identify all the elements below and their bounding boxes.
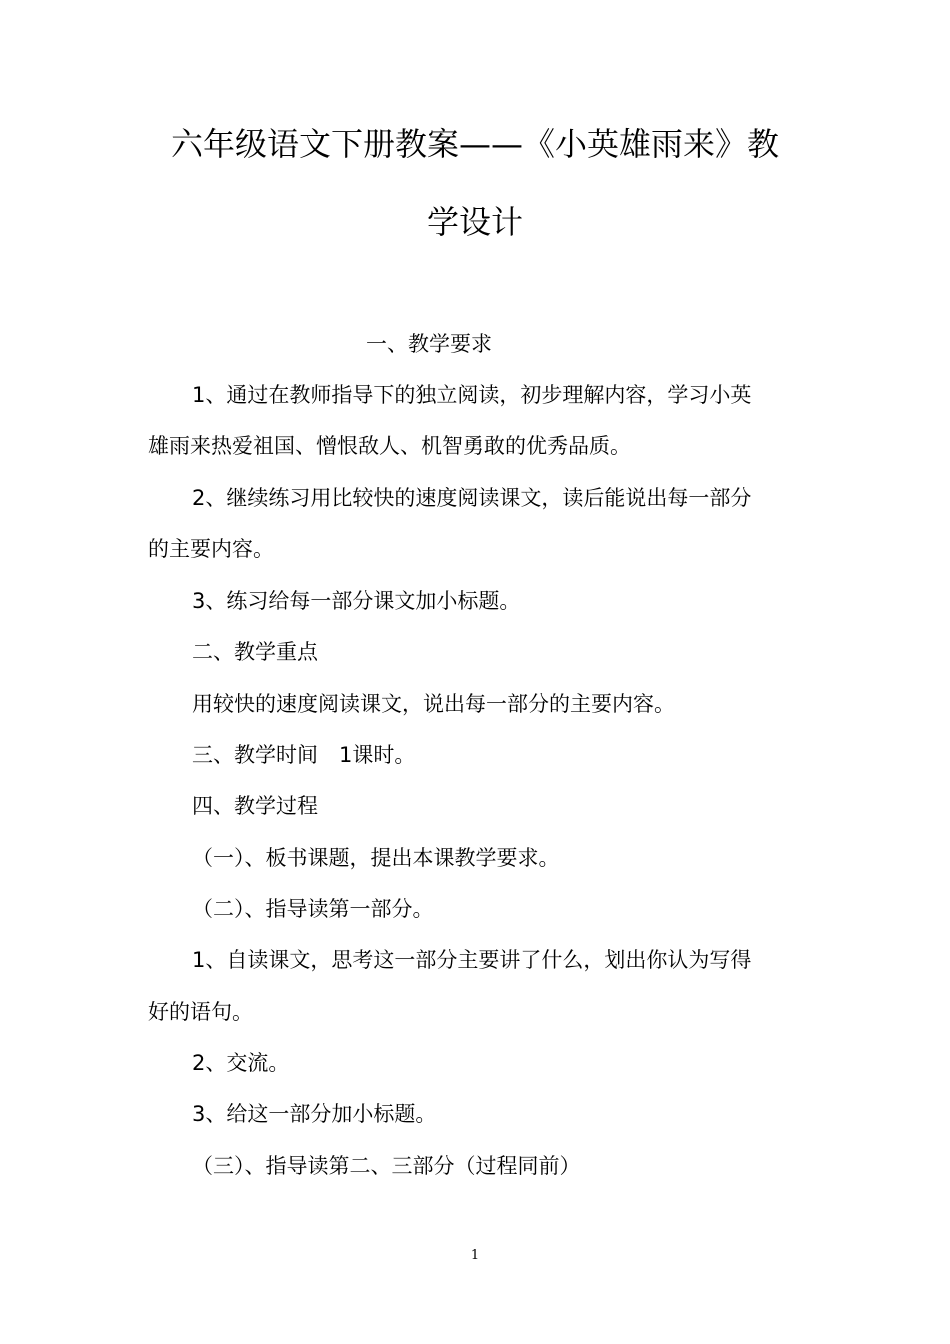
process-step-3: （三）、指导读第二、三部分（过程同前）	[192, 1154, 581, 1178]
section-heading-key-points: 二、教学重点	[192, 640, 318, 664]
document-title-line-1: 六年级语文下册教案——《小英雄雨来》教	[170, 125, 779, 163]
key-point-text: 用较快的速度阅读课文，说出每一部分的主要内容。	[192, 692, 675, 716]
page-number: 1	[470, 1248, 480, 1263]
requirement-2-line-1: 2、继续练习用比较快的速度阅读课文，读后能说出每一部分	[192, 486, 752, 510]
step-2-item-3: 3、给这一部分加小标题。	[192, 1102, 437, 1126]
requirement-2-line-2: 的主要内容。	[148, 537, 274, 561]
step-2-item-1-line-1: 1、自读课文，思考这一部分主要讲了什么，划出你认为写得	[192, 948, 752, 972]
step-2-item-1-line-2: 好的语句。	[148, 1000, 253, 1024]
document-title-line-2: 学设计	[426, 203, 523, 241]
process-step-1: （一）、板书课题，提出本课教学要求。	[192, 846, 560, 870]
step-2-item-2: 2、交流。	[192, 1051, 290, 1075]
process-step-2: （二）、指导读第一部分。	[192, 897, 434, 921]
requirement-1-line-1: 1、通过在教师指导下的独立阅读，初步理解内容，学习小英	[192, 383, 752, 407]
section-heading-process: 四、教学过程	[192, 794, 318, 818]
section-teaching-time: 三、教学时间 1课时。	[192, 743, 416, 767]
requirement-3: 3、练习给每一部分课文加小标题。	[192, 589, 521, 613]
requirement-1-line-2: 雄雨来热爱祖国、憎恨敌人、机智勇敢的优秀品质。	[148, 434, 631, 458]
section-heading-requirements: 一、教学要求	[366, 332, 492, 356]
